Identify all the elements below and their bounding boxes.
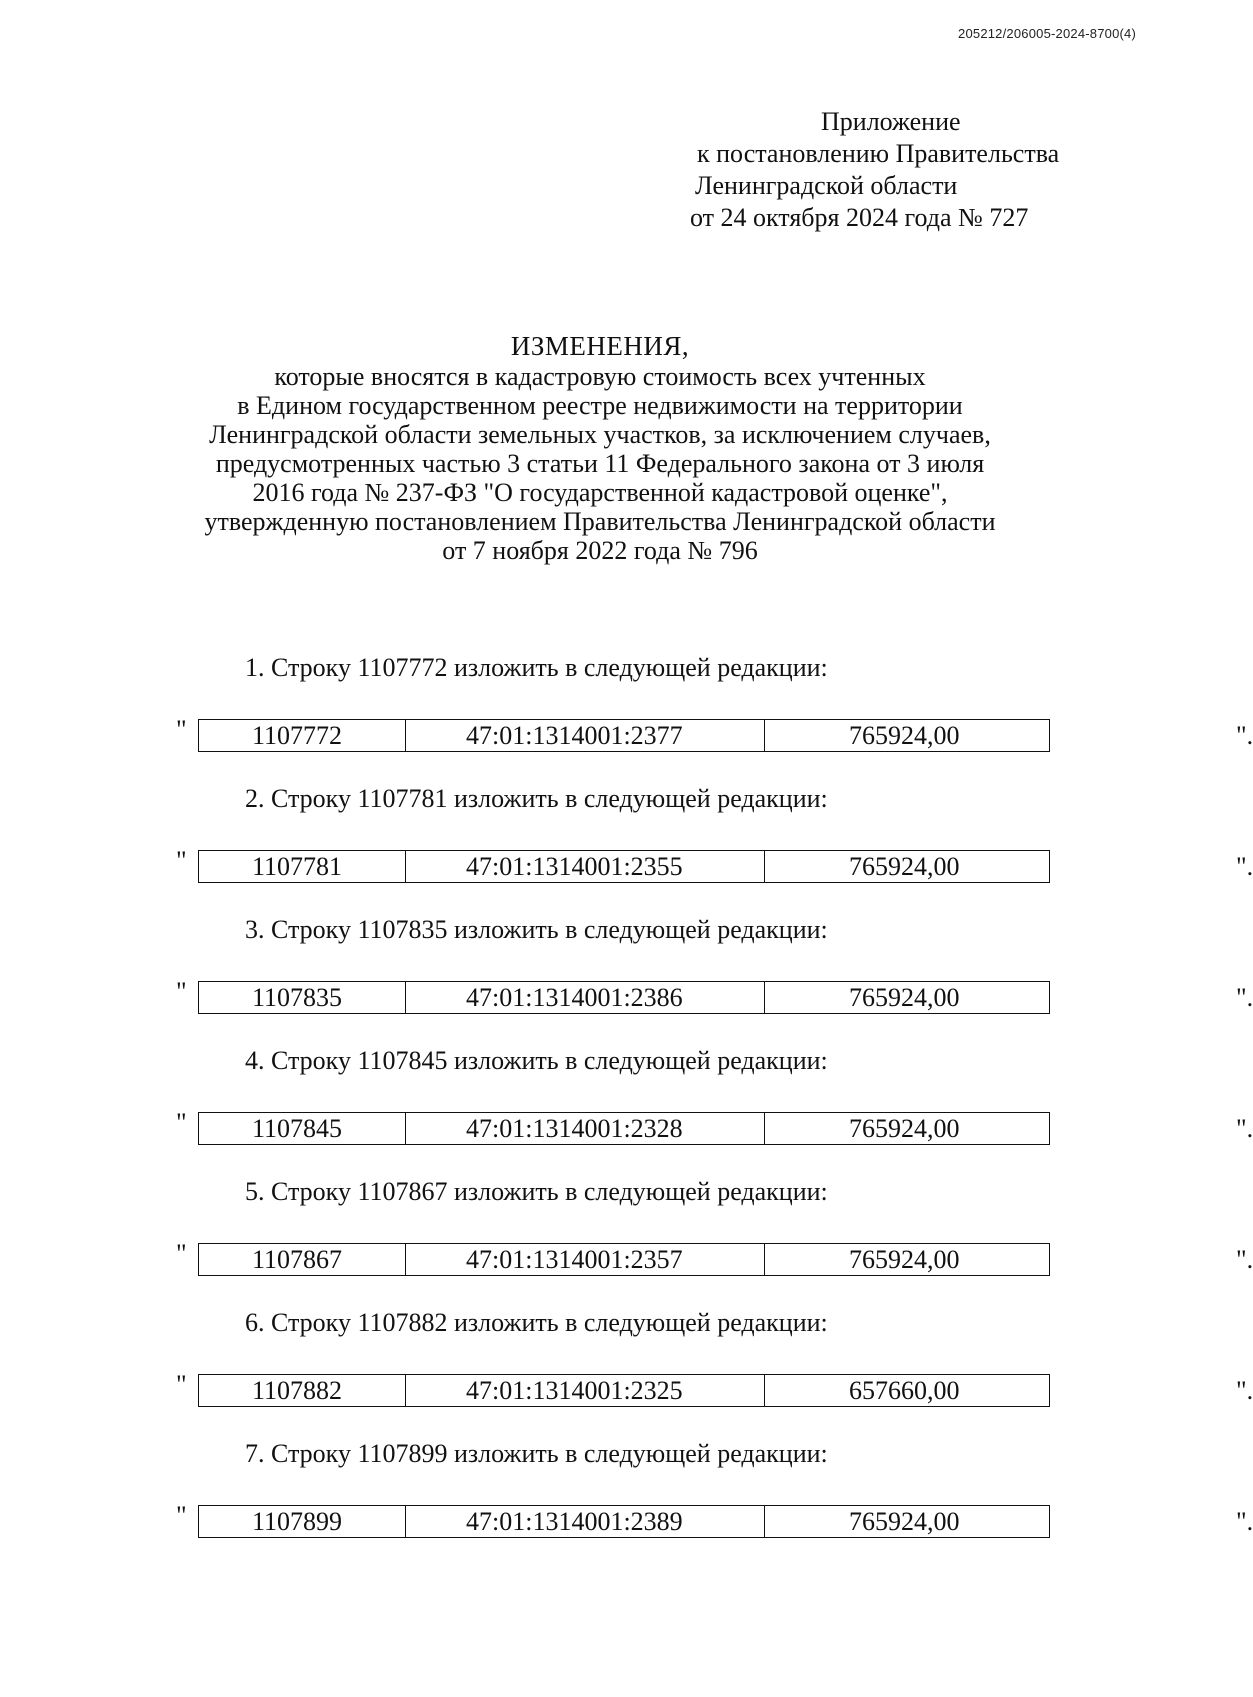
row-number-cell: 1107772 (199, 720, 406, 751)
quote-close: ". (1236, 852, 1253, 881)
appendix-block (676, 106, 1096, 234)
appendix-line: Ленинградской области (695, 171, 958, 200)
document-heading (150, 332, 1050, 565)
heading-line: утвержденную постановлением Правительства Ленинградской области (204, 507, 996, 536)
row-number-cell: 1107835 (199, 982, 406, 1013)
amendment-row (176, 977, 1253, 1015)
quote-open: " (176, 846, 187, 875)
amendment-row (176, 846, 1253, 884)
cadastral-value-cell: 765924,00 (849, 721, 960, 750)
heading-line: в Едином государственном реестре недвижимости на территории (237, 391, 963, 420)
amendment-instruction: 4. Строку 1107845 изложить в следующей редакции: (245, 1046, 828, 1075)
row-number-cell: 1107882 (199, 1375, 406, 1406)
row-number-cell: 1107845 (199, 1113, 406, 1144)
amendment-row (176, 1501, 1253, 1539)
quote-open: " (176, 715, 187, 744)
amendment-table-row (198, 719, 1050, 752)
amendment-table-row (198, 1112, 1050, 1145)
amendment-row (176, 1370, 1253, 1408)
appendix-title: Приложение (821, 107, 961, 136)
quote-close: ". (1236, 1114, 1253, 1143)
heading-line: 2016 года № 237-ФЗ "О государственной кадастровой оценке", (252, 478, 948, 507)
amendment-item (0, 1176, 1253, 1307)
amendment-instruction: 6. Строку 1107882 изложить в следующей редакции: (245, 1308, 828, 1337)
quote-close: ". (1236, 1507, 1253, 1536)
amendment-item (0, 1045, 1253, 1176)
quote-open: " (176, 977, 187, 1006)
amendment-instruction: 5. Строку 1107867 изложить в следующей редакции: (245, 1177, 828, 1206)
amendment-item (0, 1307, 1253, 1438)
cadastral-value-cell: 657660,00 (849, 1376, 960, 1405)
amendment-item (0, 783, 1253, 914)
cadastral-number-cell: 47:01:1314001:2389 (406, 1506, 765, 1537)
amendment-item (0, 652, 1253, 783)
amendment-table-row (198, 1374, 1050, 1407)
cadastral-value-cell: 765924,00 (849, 1114, 960, 1143)
amendment-table-row (198, 1505, 1050, 1538)
quote-close: ". (1236, 983, 1253, 1012)
amendment-row (176, 1239, 1253, 1277)
heading-body (150, 362, 1050, 565)
quote-open: " (176, 1108, 187, 1137)
cadastral-value-cell: 765924,00 (849, 852, 960, 881)
row-number-cell: 1107781 (199, 851, 406, 882)
amendment-instruction: 3. Строку 1107835 изложить в следующей редакции: (245, 915, 828, 944)
heading-title: ИЗМЕНЕНИЯ, (510, 331, 690, 361)
heading-line: от 7 ноября 2022 года № 796 (442, 536, 758, 565)
cadastral-value-cell: 765924,00 (849, 1245, 960, 1274)
amendment-item (0, 914, 1253, 1045)
cadastral-number-cell: 47:01:1314001:2355 (406, 851, 765, 882)
quote-close: ". (1236, 1245, 1253, 1274)
amendment-table-row (198, 850, 1050, 883)
quote-open: " (176, 1501, 187, 1530)
amendment-instruction: 1. Строку 1107772 изложить в следующей редакции: (245, 653, 828, 682)
amendment-row (176, 715, 1253, 753)
cadastral-value-cell: 765924,00 (849, 983, 960, 1012)
amendment-instruction: 2. Строку 1107781 изложить в следующей редакции: (245, 784, 828, 813)
amendment-list (0, 652, 1253, 1569)
quote-close: ". (1236, 1376, 1253, 1405)
amendment-instruction: 7. Строку 1107899 изложить в следующей редакции: (245, 1439, 828, 1468)
cadastral-value-cell: 765924,00 (849, 1507, 960, 1536)
row-number-cell: 1107867 (199, 1244, 406, 1275)
appendix-line: от 24 октября 2024 года № 727 (690, 203, 1029, 232)
quote-close: ". (1236, 721, 1253, 750)
amendment-table-row (198, 1243, 1050, 1276)
cadastral-number-cell: 47:01:1314001:2325 (406, 1375, 765, 1406)
cadastral-number-cell: 47:01:1314001:2328 (406, 1113, 765, 1144)
cadastral-number-cell: 47:01:1314001:2357 (406, 1244, 765, 1275)
document-id: 205212/206005-2024-8700(4) (958, 26, 1136, 41)
quote-open: " (176, 1370, 187, 1399)
heading-line: которые вносятся в кадастровую стоимость всех учтенных (274, 362, 926, 391)
amendment-table-row (198, 981, 1050, 1014)
heading-line: предусмотренных частью 3 статьи 11 Федерального закона от 3 июля (215, 449, 985, 478)
row-number-cell: 1107899 (199, 1506, 406, 1537)
cadastral-number-cell: 47:01:1314001:2386 (406, 982, 765, 1013)
amendment-row (176, 1108, 1253, 1146)
appendix-line: к постановлению Правительства (697, 139, 1060, 168)
amendment-item (0, 1438, 1253, 1569)
heading-line: Ленинградской области земельных участков, за исключением случаев, (209, 420, 991, 449)
quote-open: " (176, 1239, 187, 1268)
cadastral-number-cell: 47:01:1314001:2377 (406, 720, 765, 751)
